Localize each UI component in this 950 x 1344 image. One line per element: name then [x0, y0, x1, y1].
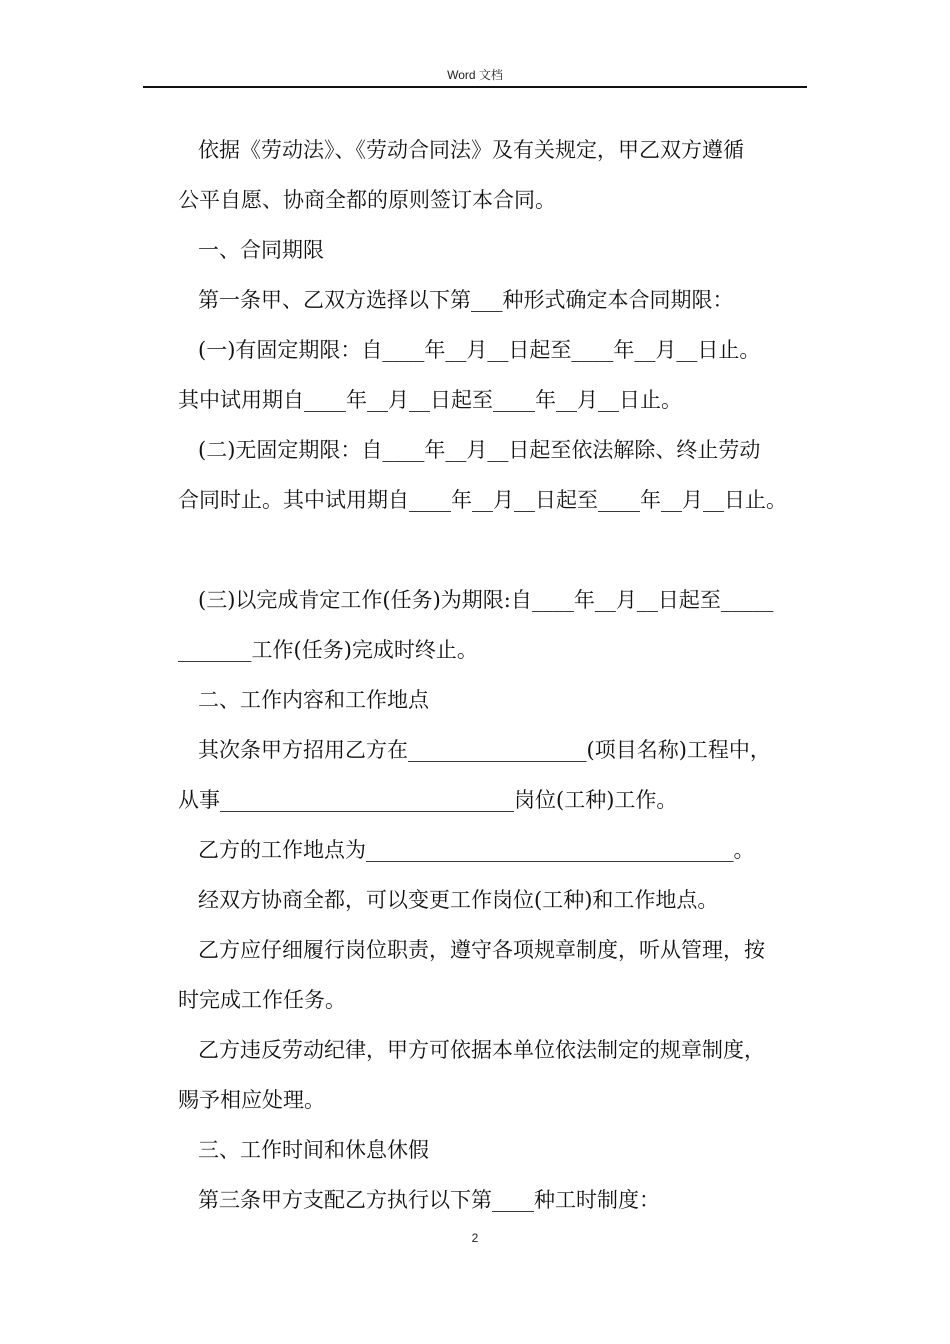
paragraph-line: 第三条甲方支配乙方执行以下第____种工时制度： — [198, 1188, 660, 1212]
paragraph-line: (三)以完成肯定工作(任务)为期限:自____年__月__日起至_____ — [198, 588, 774, 612]
paragraph-line: 经双方协商全都，可以变更工作岗位(工种)和工作地点。 — [198, 888, 719, 912]
paragraph-line: 合同时止。其中试用期自____年__月__日起至____年__月__日止。 — [178, 488, 787, 512]
section-heading: 二、工作内容和工作地点 — [198, 688, 429, 712]
paragraph-line: 公平自愿、协商全都的原则签订本合同。 — [178, 188, 556, 212]
paragraph-line: 时完成工作任务。 — [178, 988, 346, 1012]
paragraph-line: 赐予相应处理。 — [178, 1088, 325, 1112]
paragraph-line: 其次条甲方招用乙方在_________________(项目名称)工程中， — [198, 738, 771, 762]
section-heading: 三、工作时间和休息休假 — [198, 1138, 429, 1162]
page-number: 2 — [471, 1231, 479, 1245]
paragraph-line: 乙方的工作地点为___________________________________。 — [198, 838, 755, 862]
paragraph-line: 其中试用期自____年__月__日起至____年__月__日止。 — [178, 388, 682, 412]
paragraph-line: (二)无固定期限：自____年__月__日起至依法解除、终止劳动 — [198, 438, 761, 462]
paragraph-line: _______工作(任务)完成时终止。 — [178, 638, 478, 662]
paragraph-line: 第一条甲、乙双方选择以下第___种形式确定本合同期限： — [198, 288, 734, 312]
paragraph-line: 乙方违反劳动纪律，甲方可依据本单位依法制定的规章制度， — [198, 1038, 765, 1062]
section-heading: 一、合同期限 — [198, 238, 324, 262]
paragraph-line: 从事____________________________岗位(工种)工作。 — [178, 788, 678, 812]
paragraph-line: (一)有固定期限：自____年__月__日起至____年__月__日止。 — [198, 338, 761, 362]
header-divider — [143, 86, 807, 88]
paragraph-line: 乙方应仔细履行岗位职责，遵守各项规章制度，听从管理，按 — [198, 938, 765, 962]
paragraph-line: 依据《劳动法》、《劳动合同法》及有关规定，甲乙双方遵循 — [198, 138, 744, 162]
page-header: Word 文档 — [447, 68, 503, 82]
